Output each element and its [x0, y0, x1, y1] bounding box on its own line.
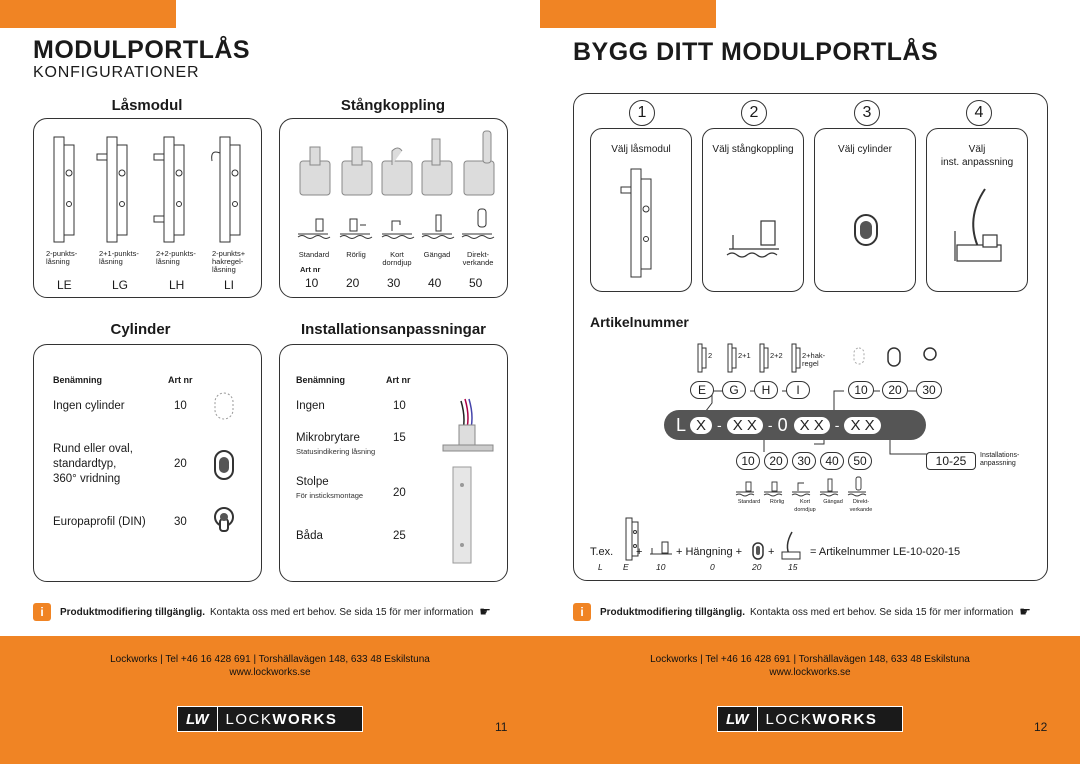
module-label-2-2: 2+2 — [770, 351, 783, 360]
builder-box — [573, 93, 1048, 581]
installation-row-1-name: Ingen — [296, 400, 325, 412]
example-under-20: 20 — [752, 562, 762, 572]
installation-row-2-art: 15 — [393, 432, 406, 444]
step-2-number: 2 — [741, 100, 767, 126]
installation-row-2-sub: Statusindikering låsning — [296, 447, 376, 456]
stang-code-50: 50 — [848, 452, 872, 470]
info-icon: i — [33, 603, 51, 621]
cylinder-row-1-name: Ingen cylinder — [53, 400, 125, 412]
article-code-bar — [664, 410, 926, 440]
cylinder-box — [33, 344, 262, 582]
stang-code-40: 40 — [820, 452, 844, 470]
lasmodul-label-le: 2-punkts- låsning — [46, 249, 78, 266]
top-accent-bar — [0, 0, 176, 28]
example-under-15: 15 — [788, 562, 798, 572]
example-cylinder-icon — [748, 540, 768, 564]
code-dash-3: - — [834, 417, 840, 433]
installation-row-3-art: 20 — [393, 487, 406, 499]
mini-label-direkt: Direkt- verkande — [849, 499, 873, 513]
lasmodul-box — [33, 118, 262, 298]
stang-label-gangad: Gängad — [423, 250, 451, 259]
installation-icon — [927, 159, 1029, 299]
artikel-heading: Artikelnummer — [590, 314, 689, 330]
info-bold: Produktmodifiering tillgänglig. — [60, 606, 205, 618]
example-under-l: L — [598, 562, 603, 572]
cyl-code-30: 30 — [916, 381, 942, 399]
step-3-card[interactable] — [814, 128, 916, 292]
logo-mark: LW — [718, 707, 758, 731]
lasmodul-heading: Låsmodul — [111, 97, 183, 114]
footer-website[interactable]: www.lockworks.se — [229, 667, 311, 678]
info-text: Kontakta oss med ert behov. Se sida 15 för mer information — [750, 606, 1014, 618]
stang-code-30: 30 — [387, 276, 401, 290]
mini-label-kort: Kort dorndjup — [794, 499, 816, 513]
inst-code: 10-25 — [926, 452, 976, 470]
cylinder-row-2-name: Rund eller oval, standardtyp, 360° vridning — [53, 443, 133, 485]
cylinder-row-3-art: 30 — [174, 516, 187, 528]
pointing-hand-icon: ☛ — [1019, 604, 1031, 619]
cylinder-col-art: Art nr — [168, 375, 193, 385]
step-4-number: 4 — [966, 100, 992, 126]
letter-i: I — [786, 381, 810, 399]
example-prefix: T.ex. — [590, 546, 614, 558]
stang-label-direkt: Direkt- verkande — [462, 250, 494, 267]
lockworks-logo — [717, 706, 903, 732]
cylinder-heading: Cylinder — [110, 321, 171, 338]
lasmodul-code-lh: LH — [169, 278, 185, 292]
info-row — [573, 602, 1031, 622]
code-xx-cyl: X X — [794, 417, 830, 434]
footer-contact: Lockworks | Tel +46 16 428 691 | Torshällavägen 148, 633 48 Eskilstuna — [650, 654, 970, 665]
example-plus-1: + — [636, 546, 643, 558]
example-installation-icon — [778, 530, 802, 562]
pointing-hand-icon: ☛ — [479, 604, 491, 619]
top-accent-bar — [540, 0, 716, 28]
letter-g: G — [722, 381, 746, 399]
step-1-label: Välj låsmodul — [611, 144, 671, 155]
code-xx-stang: X X — [727, 417, 763, 434]
example-module-icon — [618, 516, 648, 566]
step-1-card[interactable] — [590, 128, 692, 292]
stang-code-40: 40 — [428, 276, 442, 290]
installation-row-3-name: Stolpe — [296, 476, 329, 488]
example-under-0: 0 — [710, 562, 715, 572]
code-dash-1: - — [717, 417, 722, 433]
mini-label-gangad: Gängad — [823, 499, 843, 505]
cyl-code-20: 20 — [882, 381, 908, 399]
info-text: Kontakta oss med ert behov. Se sida 15 för mer information — [210, 606, 474, 618]
page-number: 11 — [495, 720, 508, 734]
lasmodul-label-li: 2-punkts+ hakregel- låsning — [212, 249, 246, 274]
example-coupling-icon — [646, 538, 676, 562]
lasmodul-code-le: LE — [57, 278, 72, 292]
info-bold: Produktmodifiering tillgänglig. — [600, 606, 745, 618]
mini-label-rorlig: Rörlig — [769, 499, 785, 505]
footer-website[interactable]: www.lockworks.se — [769, 667, 851, 678]
example-under-e: E — [623, 562, 629, 572]
code-dash-2: - — [767, 417, 773, 433]
lasmodul-code-lg: LG — [112, 278, 129, 292]
info-row — [33, 602, 491, 622]
stang-code-30: 30 — [792, 452, 816, 470]
stang-art-label: Art nr — [300, 265, 321, 274]
installation-row-1-art: 10 — [393, 400, 406, 412]
stangkoppling-box — [279, 118, 508, 298]
installation-row-2-name: Mikrobrytare — [296, 432, 360, 444]
stang-mini-icons — [732, 476, 882, 498]
step-2-card[interactable] — [702, 128, 804, 292]
example-under-10: 10 — [656, 562, 666, 572]
page-subtitle: KONFIGURATIONER — [33, 64, 200, 81]
logo-mark: LW — [178, 707, 218, 731]
step-2-label: Välj stångkoppling — [712, 144, 794, 155]
module-label-2-1: 2+1 — [738, 351, 751, 360]
code-x-module: X — [690, 417, 712, 434]
installation-heading: Installationsanpassningar — [300, 321, 487, 338]
installation-illustrations — [435, 395, 505, 565]
example-result: = Artikelnummer LE-10-020-15 — [810, 546, 961, 558]
cylinder-row-2-art: 20 — [174, 458, 187, 470]
footer-contact: Lockworks | Tel +46 16 428 691 | Torshällavägen 148, 633 48 Eskilstuna — [110, 654, 430, 665]
cylinder-row-1-art: 10 — [174, 400, 187, 412]
step-4-label: Välj inst. anpassning — [940, 144, 1014, 168]
lock-module-icon — [591, 159, 693, 299]
info-icon: i — [573, 603, 591, 621]
stang-label-standard: Standard — [298, 250, 330, 259]
installation-row-4-name: Båda — [296, 530, 323, 542]
cylinder-col-name: Benämning — [53, 375, 103, 385]
lasmodul-code-li: LI — [224, 278, 235, 292]
cylinder-icon — [815, 159, 917, 299]
page-right — [540, 0, 1080, 764]
example-hangning: + Hängning + — [676, 546, 743, 558]
letter-h: H — [754, 381, 778, 399]
stang-code-20: 20 — [346, 276, 360, 290]
logo-text: LOCKWORKS — [765, 710, 878, 728]
code-zero: 0 — [777, 414, 788, 435]
page-number: 12 — [1034, 720, 1048, 734]
lockworks-logo — [177, 706, 363, 732]
letter-e: E — [690, 381, 714, 399]
stangkoppling-heading: Stångkoppling — [340, 97, 446, 114]
example-plus-2: + — [768, 546, 775, 558]
step-3-number: 3 — [854, 100, 880, 126]
step-1-number: 1 — [629, 100, 655, 126]
module-label-2: 2 — [708, 351, 713, 360]
rod-coupling-icon — [703, 159, 805, 299]
code-xx-inst: X X — [844, 417, 880, 434]
inst-label: Installations- anpassning — [980, 452, 1020, 467]
cylinder-row-3-name: Europaprofil (DIN) — [53, 516, 146, 528]
step-4-card[interactable] — [926, 128, 1028, 292]
stang-code-10: 10 — [736, 452, 760, 470]
installation-col-name: Benämning — [296, 375, 346, 385]
cyl-code-10: 10 — [848, 381, 874, 399]
installation-box — [279, 344, 508, 582]
mini-label-standard: Standard — [737, 499, 761, 505]
rod-coupling-illustrations — [280, 119, 509, 249]
cylinder-icons — [209, 385, 249, 585]
code-l: L — [676, 414, 687, 435]
module-label-hakregel: 2+hak- regel — [802, 351, 826, 368]
installation-row-4-art: 25 — [393, 530, 406, 542]
stang-code-10: 10 — [305, 276, 319, 290]
stang-code-20: 20 — [764, 452, 788, 470]
page-title: MODULPORTLÅS — [33, 36, 251, 64]
installation-row-3-sub: För insticksmontage — [296, 491, 364, 500]
footer — [540, 636, 1080, 764]
lasmodul-label-lg: 2+1-punkts- låsning — [99, 249, 139, 266]
step-3-label: Välj cylinder — [838, 144, 892, 155]
stang-label-rorlig: Rörlig — [346, 250, 366, 259]
lasmodul-label-lh: 2+2-punkts- låsning — [156, 249, 196, 266]
logo-text: LOCKWORKS — [225, 710, 338, 728]
stang-code-50: 50 — [469, 276, 483, 290]
stang-label-kort: Kort dorndjup — [382, 250, 412, 267]
page-title: BYGG DITT MODULPORTLÅS — [573, 38, 939, 66]
installation-col-art: Art nr — [386, 375, 411, 385]
footer — [0, 636, 540, 764]
